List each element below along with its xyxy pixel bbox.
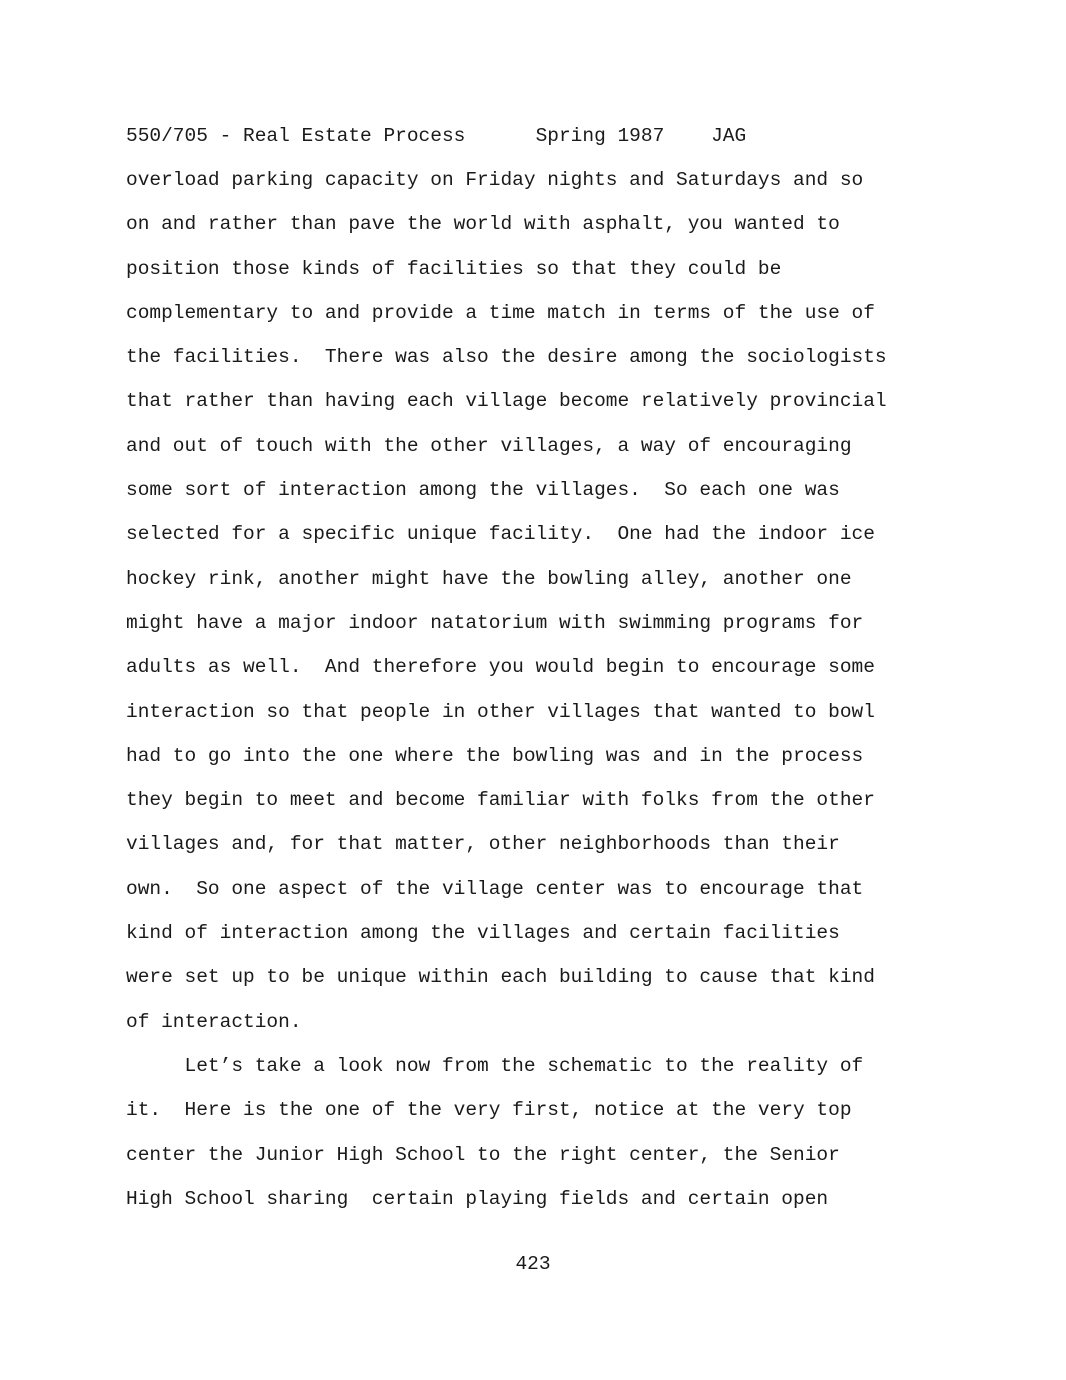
text-line: overload parking capacity on Friday nights and Saturdays and so — [126, 169, 864, 191]
text-line: adults as well. And therefore you would begin to encourage some — [126, 656, 875, 679]
text-line: kind of interaction among the villages and certain facilities — [126, 922, 840, 945]
text-line: had to go into the one where the bowling was and in the process — [126, 744, 864, 767]
text-line: Let’s take a look now from the schematic to the reality of — [126, 1054, 864, 1077]
body-text — [126, 168, 966, 1231]
text-line: own. So one aspect of the village center was to encourage that — [126, 877, 864, 900]
text-line: High School sharing certain playing fields and certain open — [126, 1187, 829, 1210]
text-line: the facilities. There was also the desire among the sociologists — [126, 346, 887, 369]
text-line: center the Junior High School to the right center, the Senior — [126, 1143, 840, 1166]
text-line: some sort of interaction among the villages. So each one was — [126, 479, 840, 502]
text-line: it. Here is the one of the very first, notice at the very top — [126, 1099, 852, 1122]
text-line: might have a major indoor natatorium with swimming programs for — [126, 611, 864, 634]
text-line: villages and, for that matter, other neighborhoods than their — [126, 833, 840, 856]
text-line: they begin to meet and become familiar with folks from the other — [126, 789, 875, 812]
text-line: on and rather than pave the world with asphalt, you wanted to — [126, 213, 840, 236]
text-line: were set up to be unique within each building to cause that kind — [126, 966, 875, 989]
text-line: that rather than having each village become relatively provincial — [126, 390, 887, 413]
text-line: position those kinds of facilities so that they could be — [126, 257, 782, 280]
text-line: complementary to and provide a time match in terms of the use of — [126, 301, 875, 324]
page-number: 423 — [515, 1253, 551, 1275]
page-header: 550/705 - Real Estate Process Spring 1987 JAG — [126, 125, 747, 147]
text-line: interaction so that people in other villages that wanted to bowl — [126, 700, 875, 723]
text-line: hockey rink, another might have the bowling alley, another one — [126, 567, 852, 590]
text-line: and out of touch with the other villages, a way of encouraging — [126, 434, 852, 457]
text-line: of interaction. — [126, 1010, 302, 1033]
text-line: selected for a specific unique facility. One had the indoor ice — [126, 523, 875, 546]
